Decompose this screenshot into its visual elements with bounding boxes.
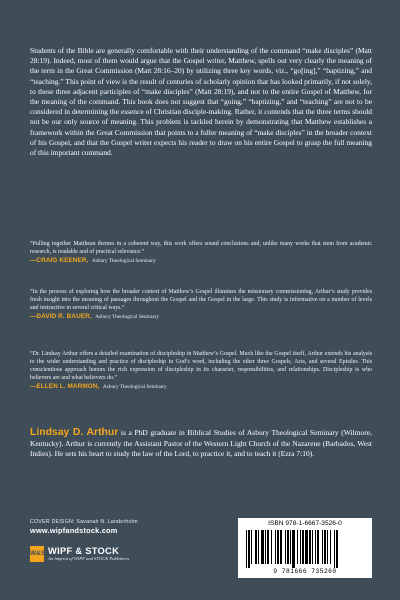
endorsement-quote: “In the process of exploring how the broader context of Matthew’s Gospel illumines the missionary commissioning, Arthur’s study provides fresh insight into the meaning of passages throughout the Gospel and the Gospel in the large. This study is informative on a number of levels and instructive in several critical ways.” (30, 289, 372, 312)
endorsement (30, 350, 372, 391)
barcode-bar (305, 530, 308, 564)
endorser-name: ELLEN L. MARMON, (36, 383, 100, 391)
barcode-bar (315, 530, 316, 564)
endorsement-quote: “Dr. Lindsay Arthur offers a detailed examination of discipleship in Matthew’s Gospel. Much like the Gospel itself, Arthur extends his analysis to the wider understanding and practice of discipleship in God’s word, including the other three Gospels, Acts, and several Epistles. This conscientious approach honors the rich expression of discipleship in its character, responsibilities, and relationships. Discipleship is who believers are and what believers do.” (30, 351, 372, 382)
barcode-bar (292, 530, 295, 568)
barcode-bar (275, 530, 276, 564)
cover-design-credit: COVER DESIGN: Savanah N. Landerholm (30, 519, 138, 525)
barcode-bar (285, 530, 286, 564)
publisher-website: www.wipfandstock.com (30, 526, 118, 535)
endorser-name: DAVID R. BAUER, (36, 313, 92, 321)
barcode-bar (255, 530, 257, 564)
barcode-bar (312, 530, 313, 564)
endorsement-quote: “Pulling together Matthean themes in a coherent way, this work offers sound conclusions and, unlike many works that stem from academic research, is readable and of practical relevance.” (30, 241, 372, 256)
barcode-bar (309, 530, 311, 564)
barcode-bar (258, 530, 259, 564)
barcode-digits: 9 781666 735260 (273, 568, 337, 575)
barcode-bar (327, 530, 328, 564)
barcode-bar (271, 530, 272, 564)
barcode-bar (280, 530, 282, 564)
author-bio (30, 428, 372, 460)
endorser-organization: Asbury Theological Seminary (102, 384, 167, 391)
attribution-dash: — (30, 257, 37, 265)
isbn-number: ISBN 978-1-6667-3526-0 (268, 520, 342, 527)
barcode-bar (317, 530, 319, 564)
barcode-bar (265, 530, 266, 564)
barcode-bar (330, 530, 331, 564)
publisher-logo (30, 546, 180, 562)
isbn-barcode (238, 518, 372, 578)
endorser-organization: Asbury Theological Seminary (95, 314, 159, 321)
attribution-dash: — (30, 313, 37, 321)
publisher-logo-icon: W&S (30, 546, 44, 562)
book-description: Students of the Bible are generally comfortable with their understanding of the command “make disciples” (Matt 28:19). Indeed, most of them would argue that the Gospel writer, Matthew, spells out very clearly the meaning of the term in the Great Commission (Matt 28:16–20) by utilizing three key words, viz., “go[ing],” “baptizing,” and “teaching.” This point of view is the result of centuries of scholarly opinion that has looked primarily, if not solely, to these three adjacent participles of “make disciples” (Matt 28:19), and not to the entire Gospel of Matthew, for the meaning of the command. This book does not suggest that “going,” “baptizing,” and “teaching” are not to be considered in determining the essence of Christian disciple-making. Rather, it contends that the three terms should not be our only source of meaning. This problem is tackled herein by demonstrating that Matthew establishes a framework within the Great Commission that points to a fuller meaning of “make disciples” in the broader context of his Gospel, and that the Gospel writer expects his reader to draw on his entire Gospel to grasp the full meaning of this important command. (30, 46, 372, 158)
barcode-icon (244, 530, 366, 568)
author-bio-text: is a PhD graduate in Biblical Studies of Asbury Theological Seminary (Wilmore, Kentucky). Arthur is currently the Assistant Pastor of the Western Light Church of the Nazarene (Barbados, West Indies). He sets his heart to study the law of the Lord, to practice it, and to teach it (Ezra 7:10). (30, 428, 372, 459)
barcode-bar (302, 530, 304, 564)
barcode-bar (246, 530, 247, 568)
endorser-name: CRAIG KEENER, (36, 257, 89, 265)
endorsement-attribution (30, 257, 372, 265)
endorsement-attribution (30, 313, 372, 321)
barcode-bar (322, 530, 323, 564)
barcode-bar (336, 530, 338, 568)
barcode-bar (290, 530, 291, 564)
barcode-bar (261, 530, 264, 564)
endorsement-attribution (30, 383, 372, 391)
attribution-dash: — (30, 383, 37, 391)
publisher-imprint: An Imprint of WIPF and STOCK Publishers (48, 556, 130, 561)
endorser-organization: Asbury Theological Seminary (91, 258, 156, 265)
barcode-bar (297, 530, 298, 564)
barcode-bar (334, 530, 335, 568)
barcode-bar (287, 530, 289, 564)
cover-credits (30, 519, 180, 536)
barcode-bar (248, 530, 250, 568)
barcode-bar (324, 530, 326, 564)
endorsement (30, 240, 372, 265)
barcode-bar (267, 530, 269, 564)
barcode-bar (277, 530, 279, 564)
endorsement (30, 288, 372, 321)
barcode-bar (300, 530, 301, 564)
author-name: Lindsay D. Arthur (30, 427, 119, 438)
barcode-bar (251, 530, 252, 564)
publisher-name: WIPF & STOCK (48, 546, 120, 556)
